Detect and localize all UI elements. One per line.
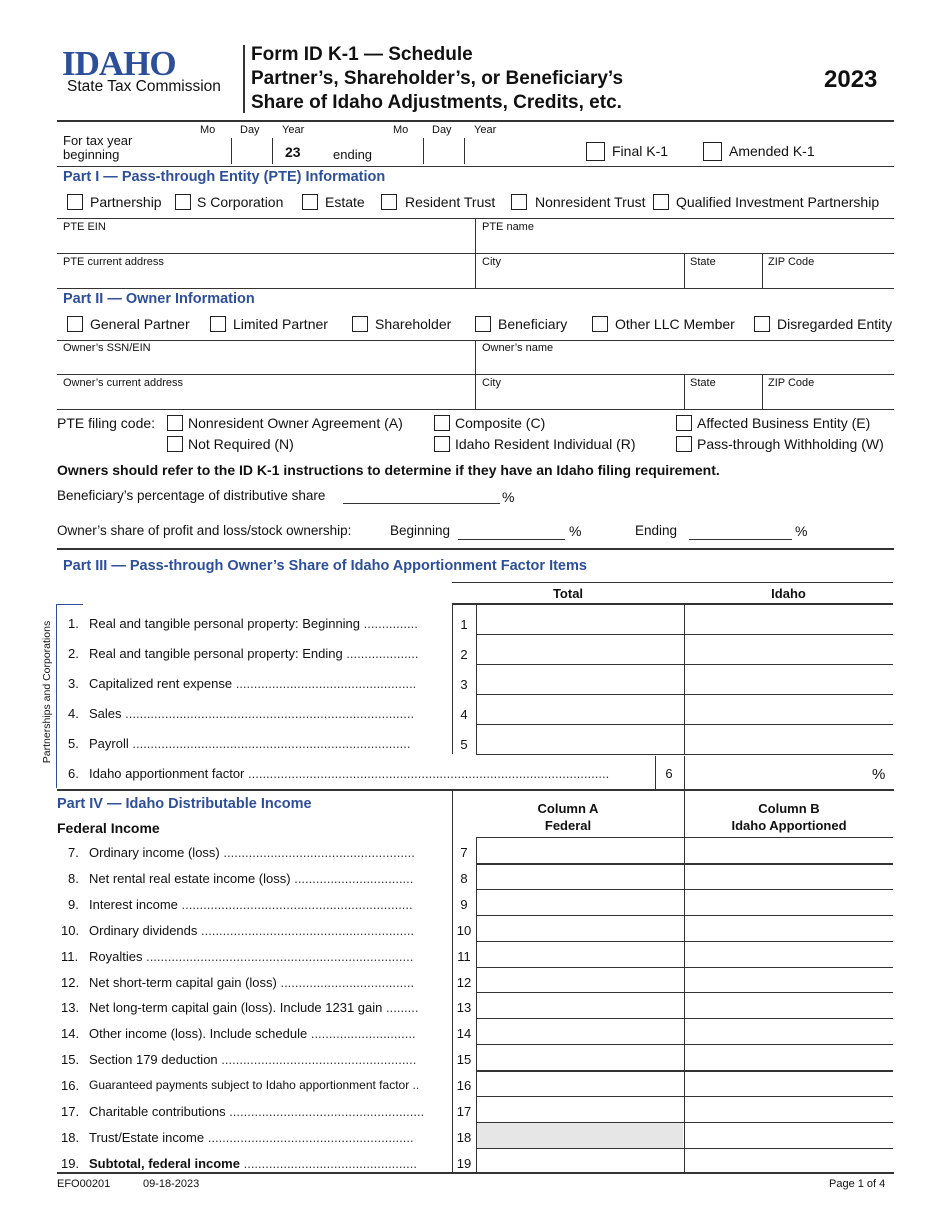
tax-year-label: For tax year [63, 133, 133, 148]
mo-label-1: Mo [200, 124, 216, 136]
ownership-label: Owner’s share of profit and loss/stock ownership: [57, 523, 352, 538]
federal-income-subhead: Federal Income [57, 820, 160, 836]
pte-zip-label: ZIP Code [768, 256, 815, 268]
pte-city-label: City [482, 256, 501, 268]
estate-label: Estate [325, 194, 365, 210]
p3-total-field[interactable] [478, 606, 682, 632]
p4-idaho-field[interactable] [686, 1123, 891, 1148]
divider [762, 374, 763, 410]
p4-line-number: 12 [456, 975, 472, 990]
beneficiary-pct-field[interactable] [343, 503, 500, 504]
p3-line-number: 4 [460, 707, 468, 722]
form-subtitle-1: Partner’s, Shareholder’s, or Beneficiary’s [251, 68, 624, 89]
divider [684, 1070, 685, 1096]
p4-idaho-field[interactable] [686, 916, 891, 941]
code-e-label: Affected Business Entity (E) [697, 415, 871, 431]
year-label-1: Year [282, 124, 305, 136]
ownership-beginning-pct: % [569, 523, 582, 539]
divider [684, 941, 685, 967]
p4-line-number: 15 [456, 1052, 472, 1067]
divider [476, 604, 477, 634]
divider [57, 374, 894, 375]
p4-row-label: Trust/Estate income ......................................................... [89, 1130, 414, 1145]
other-llc-member-checkbox[interactable] [592, 316, 608, 332]
pte-address-field[interactable] [58, 269, 473, 287]
p4-row-num: 7. [68, 845, 79, 860]
divider [475, 340, 476, 410]
pte-name-field[interactable] [477, 234, 892, 252]
p4-idaho-field[interactable] [686, 1071, 891, 1096]
part2-title: Part II — Owner Information [63, 291, 255, 307]
beginning-label: beginning [63, 147, 120, 162]
filing-code-label: PTE filing code: [57, 415, 156, 431]
p4-row-num: 9. [68, 897, 79, 912]
p3-total-field[interactable] [478, 636, 682, 662]
s-corporation-checkbox[interactable] [175, 194, 191, 210]
form-title: Form ID K-1 — Schedule [251, 44, 473, 65]
divider [684, 1122, 685, 1148]
p4-row-num: 12. [61, 975, 80, 990]
p4-row-label: Net short-term capital gain (loss) ..................................... [89, 975, 415, 990]
p4-idaho-field[interactable] [686, 1019, 891, 1044]
divider [476, 992, 893, 993]
p4-idaho-field[interactable] [686, 942, 891, 967]
code-e-checkbox[interactable] [676, 415, 692, 431]
p3-row-label: Sales ................................................................................ [89, 706, 415, 721]
mo-label-2: Mo [393, 124, 409, 136]
p4-row-label: Section 179 deduction ...................................................... [89, 1052, 417, 1067]
divider [684, 915, 685, 941]
p4-line-number: 16 [456, 1078, 472, 1093]
divider [57, 288, 894, 289]
col-total-header: Total [552, 586, 584, 601]
p4-federal-field[interactable] [477, 1045, 683, 1070]
divider [684, 863, 685, 889]
divider [762, 253, 763, 289]
divider [57, 166, 894, 167]
p3-row-label: Payroll ............................................................................. [89, 736, 411, 751]
divider [231, 138, 232, 164]
divider [684, 992, 685, 1018]
rule [57, 120, 894, 122]
footer-code: EFO00201 [57, 1178, 111, 1190]
code-a-label: Nonresident Owner Agreement (A) [188, 415, 403, 431]
p4-idaho-field[interactable] [686, 993, 891, 1018]
colB-header-1: Column B [758, 801, 820, 816]
pte-zip-field[interactable] [764, 269, 892, 287]
code-w-label: Pass-through Withholding (W) [697, 436, 884, 452]
p4-row-num: 8. [68, 871, 79, 886]
p4-row-label: Ordinary income (loss) ..................................................... [89, 845, 415, 860]
p4-line-number: 8 [460, 871, 468, 886]
p4-row-num: 18. [61, 1130, 80, 1145]
p3-row-label: Real and tangible personal property: Beginning ............... [89, 616, 418, 631]
p3-idaho-field[interactable] [686, 636, 891, 662]
divider [684, 604, 685, 634]
p3-row-num: 3. [68, 676, 79, 691]
divider [684, 889, 685, 915]
divider [476, 863, 893, 865]
p4-row-label: Ordinary dividends ........................................................... [89, 923, 415, 938]
pte-state-field[interactable] [686, 269, 760, 287]
pte-address-label: PTE current address [63, 256, 164, 268]
p3-total-field[interactable] [478, 666, 682, 692]
owner-ssn-field[interactable] [58, 355, 473, 373]
divider [476, 967, 893, 968]
limited-partner-label: Limited Partner [233, 316, 328, 332]
p4-row-num: 11. [61, 949, 79, 964]
p4-federal-field[interactable] [477, 1149, 683, 1174]
part4-title: Part IV — Idaho Distributable Income [57, 796, 312, 812]
colA-header-1: Column A [537, 801, 599, 816]
divider [476, 1122, 893, 1123]
p3-row-num: 2. [68, 646, 79, 661]
divider [423, 138, 424, 164]
p4-line-number: 9 [460, 897, 468, 912]
shareholder-label: Shareholder [375, 316, 452, 332]
beneficiary-pct-label: Beneficiary’s percentage of distributive share [57, 488, 326, 503]
p4-idaho-field[interactable] [686, 864, 891, 889]
p4-line-number: 19 [456, 1156, 472, 1171]
ownership-ending-label: Ending [635, 523, 678, 538]
p4-row-num: 10. [61, 923, 80, 938]
divider [476, 915, 893, 916]
p4-idaho-field[interactable] [686, 968, 891, 993]
p4-federal-field[interactable] [477, 968, 683, 993]
ownership-ending-field[interactable] [689, 539, 792, 540]
footer-date: 09-18-2023 [143, 1178, 200, 1190]
p4-row-num: 17. [61, 1104, 80, 1119]
divider [476, 694, 477, 724]
divider [272, 138, 273, 164]
owner-zip-label: ZIP Code [768, 377, 815, 389]
day-label-1: Day [240, 124, 260, 136]
divider [684, 374, 685, 410]
divider [452, 603, 893, 605]
divider [476, 941, 893, 942]
code-c-checkbox[interactable] [434, 415, 450, 431]
ownership-beginning-field[interactable] [458, 539, 565, 540]
p3-line-number: 1 [460, 617, 468, 632]
partnership-checkbox[interactable] [67, 194, 83, 210]
col-idaho-header: Idaho [771, 586, 806, 601]
p3-total-field[interactable] [478, 696, 682, 722]
owner-address-field[interactable] [58, 390, 473, 408]
nonresident-trust-label: Nonresident Trust [535, 194, 646, 210]
pte-city-field[interactable] [477, 269, 682, 287]
p4-row-label: Royalties .......................................................................... [89, 949, 414, 964]
p4-idaho-field[interactable] [686, 1097, 891, 1122]
p4-federal-field[interactable] [477, 916, 683, 941]
code-n-label: Not Required (N) [188, 436, 294, 452]
ownership-ending-pct: % [795, 523, 808, 539]
filing-requirement-notice: Owners should refer to the ID K-1 instructions to determine if they have an Idaho filing requirement. [57, 462, 720, 478]
owner-city-field[interactable] [477, 390, 682, 408]
row6-line: 6 [665, 766, 673, 781]
p4-federal-field[interactable] [477, 838, 683, 863]
disregarded-entity-checkbox[interactable] [754, 316, 770, 332]
form-year: 2023 [824, 66, 878, 93]
other-llc-member-label: Other LLC Member [615, 316, 735, 332]
rule [57, 548, 894, 550]
divider [476, 664, 477, 694]
divider [684, 694, 685, 724]
owner-address-label: Owner’s current address [63, 377, 184, 389]
begin-year-prefill: 23 [285, 144, 301, 160]
divider [684, 664, 685, 694]
year-label-2: Year [474, 124, 497, 136]
p3-idaho-field[interactable] [686, 726, 891, 752]
code-a-checkbox[interactable] [167, 415, 183, 431]
p4-row-num: 14. [61, 1026, 80, 1041]
row6-num: 6. [68, 766, 79, 781]
p4-row-num: 15. [61, 1052, 80, 1067]
p4-federal-field[interactable] [477, 1071, 683, 1096]
p3-line-number: 3 [460, 677, 468, 692]
p4-row-label: Charitable contributions ...................................................... [89, 1104, 425, 1119]
p4-row-label: Net long-term capital gain (loss). Include 1231 gain ......... [89, 1000, 419, 1015]
code-n-checkbox[interactable] [167, 436, 183, 452]
divider [476, 1148, 893, 1149]
general-partner-label: General Partner [90, 316, 190, 332]
p4-idaho-field[interactable] [686, 838, 891, 863]
divider [464, 138, 465, 164]
side-label: Partnerships and Corporations [41, 620, 53, 764]
p4-row-label: Other income (loss). Include schedule ............................. [89, 1026, 416, 1041]
pte-ein-label: PTE EIN [63, 221, 106, 233]
row6-pct: % [872, 766, 886, 783]
amended-k1-checkbox[interactable] [703, 142, 722, 161]
resident-trust-checkbox[interactable] [381, 194, 397, 210]
beneficiary-checkbox[interactable] [475, 316, 491, 332]
partnership-label: Partnership [90, 194, 162, 210]
divider [684, 837, 685, 863]
disregarded-entity-label: Disregarded Entity [777, 316, 893, 332]
divider [476, 724, 477, 754]
p4-row-label: Interest income ................................................................ [89, 897, 413, 912]
row6-field[interactable] [686, 758, 866, 786]
row6-text: Idaho apportionment factor .................................................................................................... [89, 766, 610, 781]
pte-ein-field[interactable] [58, 234, 473, 252]
pte-name-label: PTE name [482, 221, 534, 233]
p3-idaho-field[interactable] [686, 666, 891, 692]
footer-page: Page 1 of 4 [829, 1178, 886, 1190]
divider [476, 1044, 893, 1045]
general-partner-checkbox[interactable] [67, 316, 83, 332]
divider [684, 1018, 685, 1044]
p3-idaho-field[interactable] [686, 606, 891, 632]
p3-row-num: 4. [68, 706, 79, 721]
p3-row-label: Real and tangible personal property: Ending .................... [89, 646, 419, 661]
p4-row-label: Guaranteed payments subject to Idaho apportionment factor .. [89, 1078, 420, 1092]
p3-line-number: 5 [460, 737, 468, 752]
rule [57, 1172, 894, 1174]
divider [684, 1148, 685, 1174]
code-w-checkbox[interactable] [676, 436, 692, 452]
side-bracket [56, 604, 83, 788]
p3-idaho-field[interactable] [686, 696, 891, 722]
colA-header-2: Federal [544, 818, 592, 833]
p4-federal-field[interactable] [477, 1019, 683, 1044]
p4-line-number: 13 [456, 1000, 472, 1015]
colB-header-2: Idaho Apportioned [731, 818, 847, 833]
owner-state-label: State [690, 377, 716, 389]
estate-checkbox[interactable] [302, 194, 318, 210]
p4-row-label: Subtotal, federal income ................................................ [89, 1156, 417, 1171]
nonresident-trust-checkbox[interactable] [511, 194, 527, 210]
p4-row-num: 16. [61, 1078, 80, 1093]
qip-label: Qualified Investment Partnership [676, 194, 880, 210]
beneficiary-pct-sign: % [502, 489, 515, 505]
p4-federal-field[interactable] [477, 890, 683, 915]
p4-line-number: 14 [456, 1026, 472, 1041]
owner-zip-field[interactable] [764, 390, 892, 408]
pte-state-label: State [690, 256, 716, 268]
p4-federal-field[interactable] [477, 1097, 683, 1122]
limited-partner-checkbox[interactable] [210, 316, 226, 332]
divider [655, 756, 656, 789]
p4-line-number: 7 [460, 845, 468, 860]
divider [476, 1070, 893, 1072]
owner-name-label: Owner’s name [482, 342, 554, 354]
header-divider [243, 45, 245, 113]
shareholder-checkbox[interactable] [352, 316, 368, 332]
divider [476, 837, 893, 838]
p4-line-number: 10 [456, 923, 472, 938]
code-r-checkbox[interactable] [434, 436, 450, 452]
divider [684, 756, 685, 789]
p4-idaho-field[interactable] [686, 890, 891, 915]
divider [476, 754, 893, 755]
divider [452, 582, 893, 583]
part3-title: Part III — Pass-through Owner’s Share of Idaho Apportionment Factor Items [63, 558, 587, 574]
divider [684, 1096, 685, 1122]
ending-label: ending [333, 147, 373, 162]
p4-federal-field[interactable] [477, 1123, 683, 1148]
agency-name: State Tax Commission [67, 78, 221, 95]
resident-trust-label: Resident Trust [405, 194, 496, 210]
idaho-logo: IDAHO [62, 44, 176, 83]
divider [476, 634, 477, 664]
divider [684, 634, 685, 664]
form-subtitle-2: Share of Idaho Adjustments, Credits, etc. [251, 92, 622, 113]
owner-state-field[interactable] [686, 390, 760, 408]
p4-row-num: 19. [61, 1156, 80, 1171]
ownership-beginning-label: Beginning [390, 523, 451, 538]
p4-line-number: 17 [456, 1104, 472, 1119]
divider [684, 724, 685, 754]
p4-line-number: 11 [457, 949, 471, 964]
rule [57, 789, 894, 791]
p3-row-num: 5. [68, 736, 79, 751]
part1-title: Part I — Pass-through Entity (PTE) Information [63, 169, 386, 185]
amended-k1-label: Amended K-1 [729, 143, 815, 159]
p4-federal-field[interactable] [477, 942, 683, 967]
p4-line-number: 18 [456, 1130, 472, 1145]
divider [476, 1096, 893, 1097]
qip-checkbox[interactable] [653, 194, 669, 210]
divider [57, 409, 894, 410]
p4-federal-field[interactable] [477, 864, 683, 889]
code-r-label: Idaho Resident Individual (R) [455, 436, 636, 452]
day-label-2: Day [432, 124, 452, 136]
p4-federal-field[interactable] [477, 993, 683, 1018]
divider [476, 889, 893, 890]
owner-name-field[interactable] [477, 355, 892, 373]
final-k1-checkbox[interactable] [586, 142, 605, 161]
p3-total-field[interactable] [478, 726, 682, 752]
final-k1-label: Final K-1 [612, 143, 669, 159]
divider [684, 967, 685, 993]
p4-row-num: 13. [61, 1000, 80, 1015]
p4-row-label: Net rental real estate income (loss) ................................. [89, 871, 414, 886]
divider [684, 1044, 685, 1070]
code-c-label: Composite (C) [455, 415, 546, 431]
p4-idaho-field[interactable] [686, 1045, 891, 1070]
beneficiary-label: Beneficiary [498, 316, 568, 332]
p3-row-num: 1. [68, 616, 79, 631]
p3-line-number: 2 [460, 647, 468, 662]
p4-idaho-field[interactable] [686, 1149, 891, 1174]
owner-city-label: City [482, 377, 501, 389]
divider [684, 253, 685, 289]
s-corporation-label: S Corporation [197, 194, 284, 210]
divider [57, 253, 894, 254]
owner-ssn-label: Owner’s SSN/EIN [63, 342, 151, 354]
p3-row-label: Capitalized rent expense .................................................. [89, 676, 417, 691]
divider [476, 1018, 893, 1019]
